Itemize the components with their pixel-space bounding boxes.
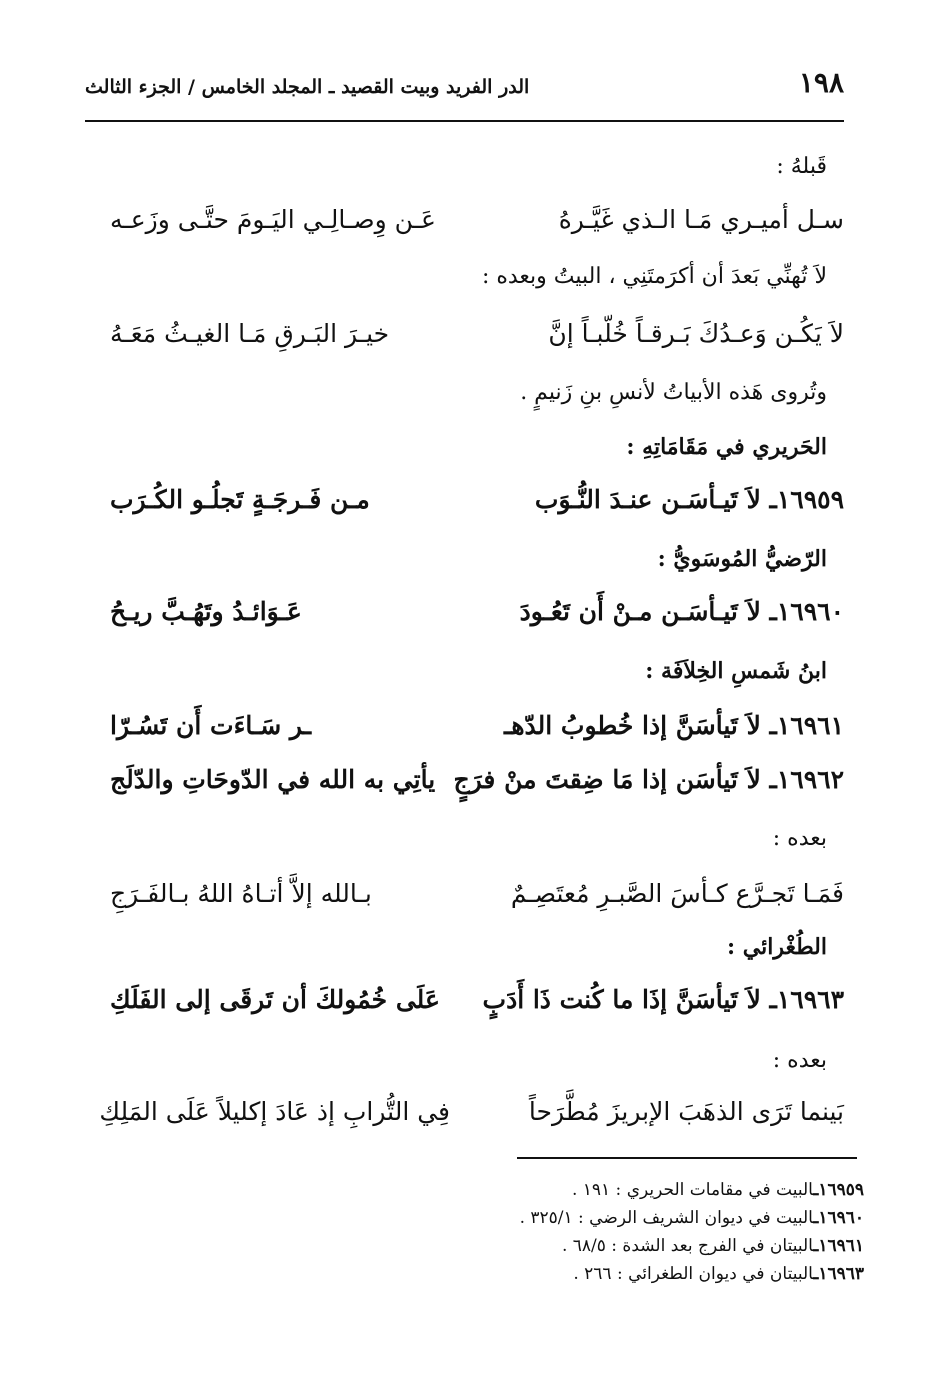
numbered-verse [110,706,844,746]
footnote-text: البيتان في ديوان الطغرائي : ٢٦٦ . [573,1264,814,1284]
numbered-verse [110,592,844,632]
verse-first-hemistich: ١٦٩٦٠ـ لاَ تَيـأسَـن مـنْ أَن تَعُـودَ [519,597,844,626]
verse-first-hemistich: ١٦٩٦٢ـ لاَ تَيأسَن إذا مَا ضِقتَ منْ فرَجٍ [453,765,844,794]
poet-heading: الحَريري في مَقَامَاتِهِ : [626,434,827,460]
footnote-text: البيتان في الفرج بعد الشدة : ٦٨/٥ . [561,1236,814,1256]
footnote-text: البيت في مقامات الحريري : ١٩١ . [571,1180,814,1200]
intro-line: بعده : [772,826,827,851]
verse-second-hemistich: بـالله إلاَّ أتـاهُ اللهُ بـالفَـرَجِ [110,879,372,908]
numbered-verse [110,760,844,800]
footnote-number: ١٦٩٦٣ـ [813,1264,864,1284]
verse-first-hemistich: بَينما تَرَى الذهَبَ الإبريزَ مُطَّرَحاً [528,1097,844,1126]
footnote-number: ١٦٩٦١ـ [813,1236,864,1256]
intro-line: قَبلهُ : [776,154,827,179]
intro-line: وتُروى هَذه الأبياتُ لأنسِ بنِ زَنيمٍ . [520,380,827,405]
verse-second-hemistich: عَلَى خُمُولكَ أن تَرقَى إلى الفَلَكِ [110,985,440,1014]
verse-first-hemistich: فَمَـا تَجـرَّع كـأسَ الصَّبـرِ مُعتَصِـمٌ [510,879,844,908]
verse [99,1092,844,1132]
header-rule [85,120,844,122]
verse-first-hemistich: سـل أميـري مَـا الـذي غَيَّـرهُ [558,205,844,234]
poet-heading: الرّضيُّ المُوسَويُّ : [657,546,827,572]
verse-first-hemistich: لاَ يَكُـن وَعـدُكَ بَـرقـاً خُلّبـاً إنَّ [548,319,844,348]
verse [110,874,844,914]
footnotes [100,1176,864,1288]
page-number: ١٩٨ [798,66,844,99]
intro-line: بعده : [772,1048,827,1073]
verse-second-hemistich: ـر سَـاءَت أَن تَسُـرّا [110,711,312,740]
verse-second-hemistich: عَـن وِصـالِـي اليَـومَ حتَّـى وزَعـه [110,205,436,234]
footnote [100,1204,864,1232]
numbered-verse [110,480,844,520]
verse-first-hemistich: ١٦٩٥٩ـ لاَ تَيـأسَـن عنـدَ النُّـوَب [534,485,844,514]
footnote [100,1260,864,1288]
verse-second-hemistich: فِي التُّرابِ إذ عَادَ إكليلاً عَلَى المَلِكِ [99,1097,450,1126]
footnote-number: ١٦٩٥٩ـ [813,1180,864,1200]
footnote [100,1176,864,1204]
verse-second-hemistich: مـن فَـرجَـةٍ تَجلُـو الكُـرَب [110,485,370,514]
running-title: الدر الفريد وبيت القصيد ـ المجلد الخامس / الجزء الثالث [85,76,530,98]
footnote-number: ١٦٩٦٠ـ [813,1208,864,1228]
poet-heading: الطُغْرائي : [727,934,827,960]
page-header [85,66,844,122]
verse-second-hemistich: يأتِي به الله في الدّوحَاتِ والدّلَج [110,765,436,794]
footnote-text: البيت في ديوان الشريف الرضي : ٣٢٥/١ . [519,1208,814,1228]
verse-second-hemistich: عَـوَائـدُ وتَهُـبَّ ريـحُ [110,597,302,626]
footnote-rule [517,1157,857,1159]
poet-heading: ابنُ شَمسِ الخِلاَفَة : [645,658,827,684]
verse-first-hemistich: ١٦٩٦٣ـ لاَ تَيأسَنَّ إذَا ما كُنت ذَا أَدَبٍ [482,985,844,1014]
verse-first-hemistich: ١٦٩٦١ـ لاَ تَيأسَنَّ إذا خُطوبُ الدّهـ [504,711,844,740]
verse [110,314,844,354]
footnote [100,1232,864,1260]
verse-second-hemistich: خيـرَ البَـرقِ مَـا الغيـثُ مَعَـهُ [110,319,390,348]
intro-line: لاَ تُهنِّي بَعدَ أن أكرَمتَنِي ، البيتُ وبعده : [481,264,827,289]
numbered-verse [110,980,844,1020]
verse [110,200,844,240]
